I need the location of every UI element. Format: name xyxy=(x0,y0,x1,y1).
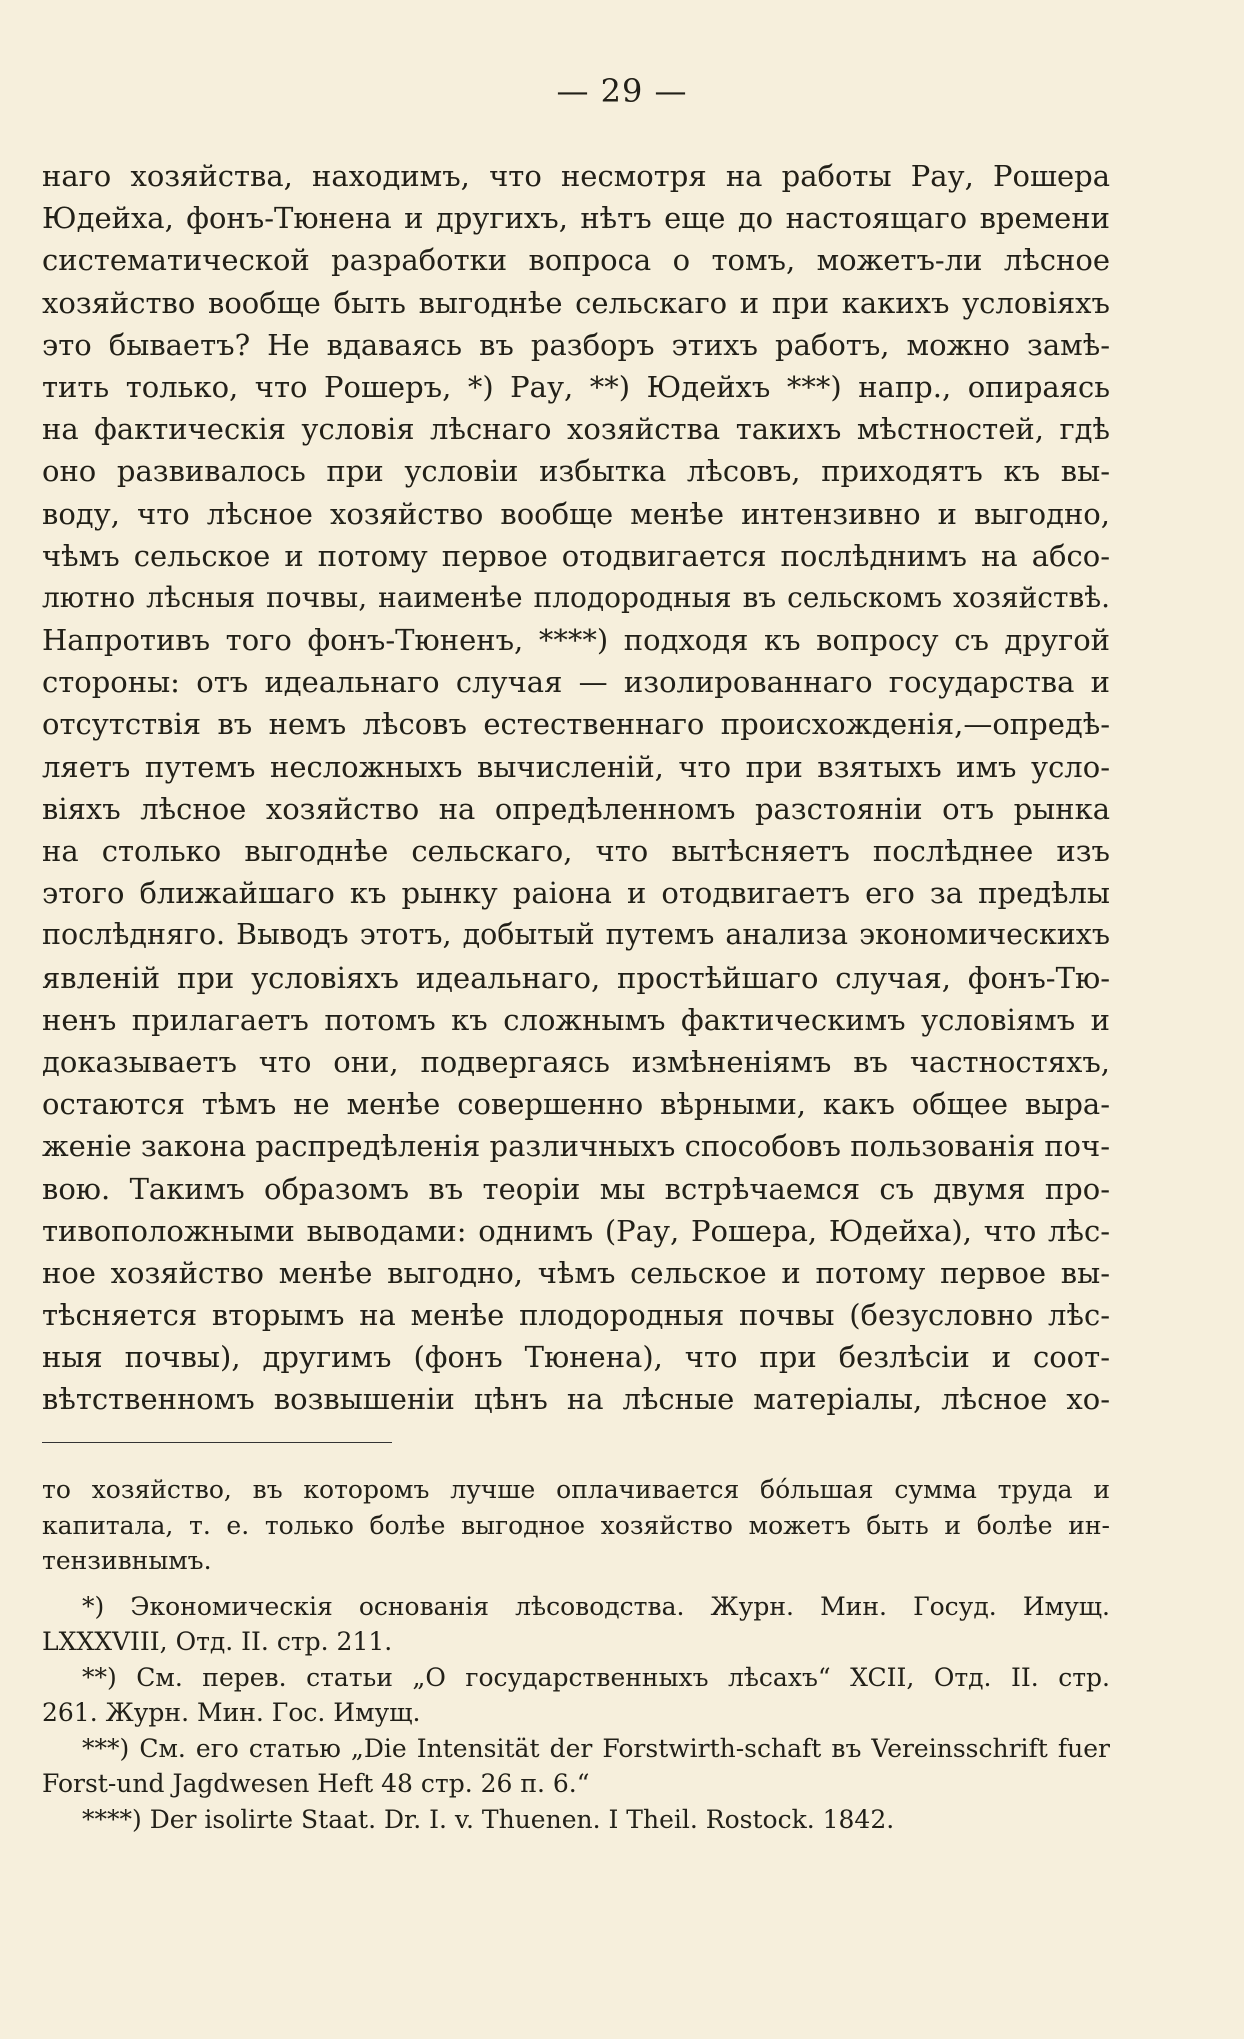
text-line: лютно лѣсныя почвы, наименѣе плодородныя въ сельскомъ хозяйствѣ. xyxy=(42,580,1110,614)
footnote-continuation-line: капитала, т. е. только болѣе выгодное хозяйство можетъ быть и болѣе ин- xyxy=(42,1510,1110,1540)
text-line: это бываетъ? Не вдаваясь въ разборъ этихъ работъ, можно замѣ- xyxy=(42,327,1110,362)
text-line: на фактическія условія лѣснаго хозяйства такихъ мѣстностей, гдѣ xyxy=(42,412,1110,447)
text-line: отсутствія въ немъ лѣсовъ естественнаго происхожденія,—опредѣ- xyxy=(42,707,1110,742)
footnote-divider xyxy=(42,1442,392,1443)
footnote-continuation-line: тензивнымъ. xyxy=(42,1546,212,1575)
text-line: Напротивъ того фонъ-Тюненъ, ****) подходя къ вопросу съ другой xyxy=(42,623,1110,658)
text-line: доказываетъ что они, подвергаясь измѣненіямъ въ частностяхъ, xyxy=(42,1044,1110,1079)
footnote-2: **) См. перев. статьи „О государственныхъ лѣсахъ“ XCII, Отд. II. стр. xyxy=(82,1662,1110,1692)
text-line: воду, что лѣсное хозяйство вообще менѣе интензивно и выгодно, xyxy=(42,496,1110,531)
footnote-3: ***) См. его статью „Die Intensität der Forstwirth-schaft въ Vereinsschrift fuer xyxy=(82,1733,1110,1763)
text-line: оно развивалось при условіи избытка лѣсовъ, приходятъ къ вы- xyxy=(42,454,1110,489)
footnote-3-cont: Forst-und Jagdwesen Heft 48 стр. 26 п. 6.“ xyxy=(42,1769,590,1798)
text-line: стороны: отъ идеальнаго случая — изолированнаго государства и xyxy=(42,665,1110,700)
text-line: чѣмъ сельское и потому первое отодвигается послѣднимъ на абсо- xyxy=(42,538,1110,573)
text-line: вою. Такимъ образомъ въ теоріи мы встрѣчаемся съ двумя про- xyxy=(42,1171,1110,1206)
footnote-4: ****) Der isolirte Staat. Dr. I. v. Thuenen. I Theil. Rostock. 1842. xyxy=(82,1804,895,1834)
footnote-2-cont: 261. Журн. Мин. Гос. Имущ. xyxy=(42,1698,421,1727)
text-line: тивоположными выводами: однимъ (Рау, Рошера, Юдейха), что лѣс- xyxy=(42,1213,1110,1248)
text-line: тить только, что Рошеръ, *) Рау, **) Юдейхъ ***) напр., опираясь xyxy=(42,369,1110,404)
text-line: вѣтственномъ возвышеніи цѣнъ на лѣсные матеріалы, лѣсное хо- xyxy=(42,1382,1110,1417)
text-line: послѣдняго. Выводъ этотъ, добытый путемъ анализа экономическихъ xyxy=(42,918,1110,952)
footnote-1: *) Экономическія основанія лѣсоводства. Журн. Мин. Госуд. Имущ. xyxy=(82,1591,1110,1621)
text-line: систематической разработки вопроса о томъ, можетъ-ли лѣсное xyxy=(42,243,1110,278)
text-line: ныя почвы), другимъ (фонъ Тюнена), что при безлѣсіи и соот- xyxy=(42,1340,1110,1375)
text-line: наго хозяйства, находимъ, что несмотря на работы Рау, Рошера xyxy=(42,159,1110,193)
text-line: ляетъ путемъ несложныхъ вычисленій, что при взятыхъ имъ усло- xyxy=(42,749,1110,784)
text-line: остаются тѣмъ не менѣе совершенно вѣрными, какъ общее выра- xyxy=(42,1087,1110,1122)
page-number: — 29 — xyxy=(556,72,688,110)
text-line: на столько выгоднѣе сельскаго, что вытѣсняетъ послѣднее изъ xyxy=(42,834,1110,868)
footnote-continuation-line: то хозяйство, въ которомъ лучше оплачивается бо́льшая сумма труда и xyxy=(42,1475,1110,1504)
text-line: віяхъ лѣсное хозяйство на опредѣленномъ разстояніи отъ рынка xyxy=(42,791,1110,826)
text-line: явленій при условіяхъ идеальнаго, простѣйшаго случая, фонъ-Тю- xyxy=(42,960,1110,995)
text-line: ное хозяйство менѣе выгодно, чѣмъ сельское и потому первое вы- xyxy=(42,1255,1110,1290)
text-line: ненъ прилагаетъ потомъ къ сложнымъ фактическимъ условіямъ и xyxy=(42,1002,1110,1037)
main-text-block xyxy=(42,155,1110,1421)
text-line: этого ближайшаго къ рынку раіона и отодвигаетъ его за предѣлы xyxy=(42,876,1110,911)
text-line: Юдейха, фонъ-Тюнена и другихъ, нѣтъ еще до настоящаго времени xyxy=(42,201,1110,236)
text-line: женіе закона распредѣленія различныхъ способовъ пользованія поч- xyxy=(42,1129,1110,1164)
footnote-1-cont: LXXXVIII, Отд. II. стр. 211. xyxy=(42,1627,393,1656)
footnotes-block xyxy=(42,1472,1110,1837)
text-line: тѣсняется вторымъ на менѣе плодородныя почвы (безусловно лѣс- xyxy=(42,1298,1110,1333)
text-line: хозяйство вообще быть выгоднѣе сельскаго и при какихъ условіяхъ xyxy=(42,285,1110,320)
